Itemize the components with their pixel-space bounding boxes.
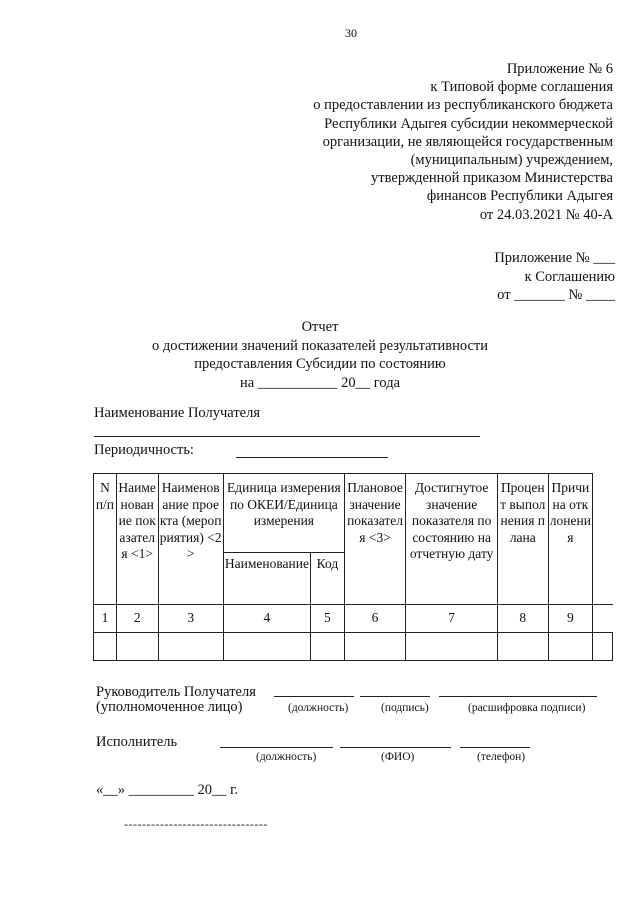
table-cell-empty [344,633,405,661]
col-number: 9 [548,605,593,633]
agreement-appendix [355,249,615,305]
col-number: 3 [158,605,223,633]
table-cell-empty [548,633,593,661]
head-label: Руководитель Получателя [96,684,256,700]
appendix-header-line: организации, не являющейся государственным [322,133,613,150]
header-num: N п/п [94,474,117,605]
sig-position-caption: (должность) [288,702,349,714]
appendix-header-line: утвержденной приказом Министерства [371,170,613,187]
appendix-header-line: Республики Адыгея субсидии некоммерческой [324,115,613,132]
periodicity-line [236,457,388,458]
table-cell-empty [593,605,613,633]
col-number: 1 [94,605,117,633]
recipient-line [94,436,480,437]
page-number: 30 [345,26,357,40]
table-cell-empty [593,633,613,661]
executor-label: Исполнитель [96,734,178,750]
exec-position-line [220,747,333,748]
table-cell-empty [223,633,310,661]
table-cell-empty [498,633,549,661]
header-indicator-name: Наименование показателя <1> [116,474,158,605]
report-title-line: на ___________ 20__ года [239,374,401,391]
col-number: 8 [498,605,549,633]
header-achieved-value: Достигнутое значение показателя по состоянию на отчетную дату [406,474,498,605]
agreement-appendix-line: от _______ № ____ [497,287,615,303]
appendix-header-line: к Типовой форме соглашения [430,79,613,96]
recipient-label: Наименование Получателя [94,405,261,421]
header-reason: Причина отклонения [548,474,593,605]
header-unit-code: Код [310,553,344,605]
report-title-line: Отчет [301,319,339,335]
head-signature-line [360,696,430,697]
exec-phone-caption: (телефон) [477,751,526,763]
table-cell-empty [158,633,223,661]
col-number: 6 [344,605,405,633]
col-number: 7 [406,605,498,633]
agreement-appendix-line: Приложение № ___ [494,250,615,266]
col-number: 4 [223,605,310,633]
exec-fio-caption: (ФИО) [381,751,415,763]
report-title [0,318,640,392]
header-empty [593,474,613,605]
appendix-header-line: от 24.03.2021 № 40-А [479,206,613,223]
table-cell-empty [94,633,117,661]
exec-phone-line [460,747,530,748]
head-position-line [274,696,354,697]
col-number: 2 [116,605,158,633]
header-unit: Единица измерения по ОКЕИ/Единица измерения [223,474,344,553]
appendix-header-line: финансов Республики Адыгея [426,188,613,205]
report-table [93,473,613,661]
exec-fio-line [340,747,451,748]
sig-decode-caption: (расшифровка подписи) [468,702,586,714]
sig-signature-caption: (подпись) [381,702,429,714]
date-line: «__» _________ 20__ г. [96,782,239,798]
agreement-appendix-line: к Соглашению [524,268,615,285]
periodicity-label: Периодичность: [94,442,194,458]
report-title-line: о достижении значений показателей результативности [151,337,489,354]
report-title-line: предоставления Субсидии по состоянию [194,356,446,372]
header-percent: Процент выполнения плана [498,474,549,605]
head-sub-label: (уполномоченное лицо) [96,699,243,715]
footnote-rule: -------------------------------- [124,817,268,831]
col-number: 5 [310,605,344,633]
header-unit-name: Наименование [223,553,310,605]
appendix-header-line: (муниципальным) учреждением, [410,152,613,169]
table-cell-empty [116,633,158,661]
appendix-header-line: Приложение № 6 [506,61,613,77]
table-cell-empty [406,633,498,661]
appendix-header-line: о предоставлении из республиканского бюджета [313,97,613,114]
appendix-header [253,60,613,224]
head-decode-line [439,696,597,697]
header-plan-value: Плановое значение показателя <3> [344,474,405,605]
header-project-name: Наименование проекта (мероприятия) <2> [158,474,223,605]
table-cell-empty [310,633,344,661]
exec-position-caption: (должность) [256,751,317,763]
